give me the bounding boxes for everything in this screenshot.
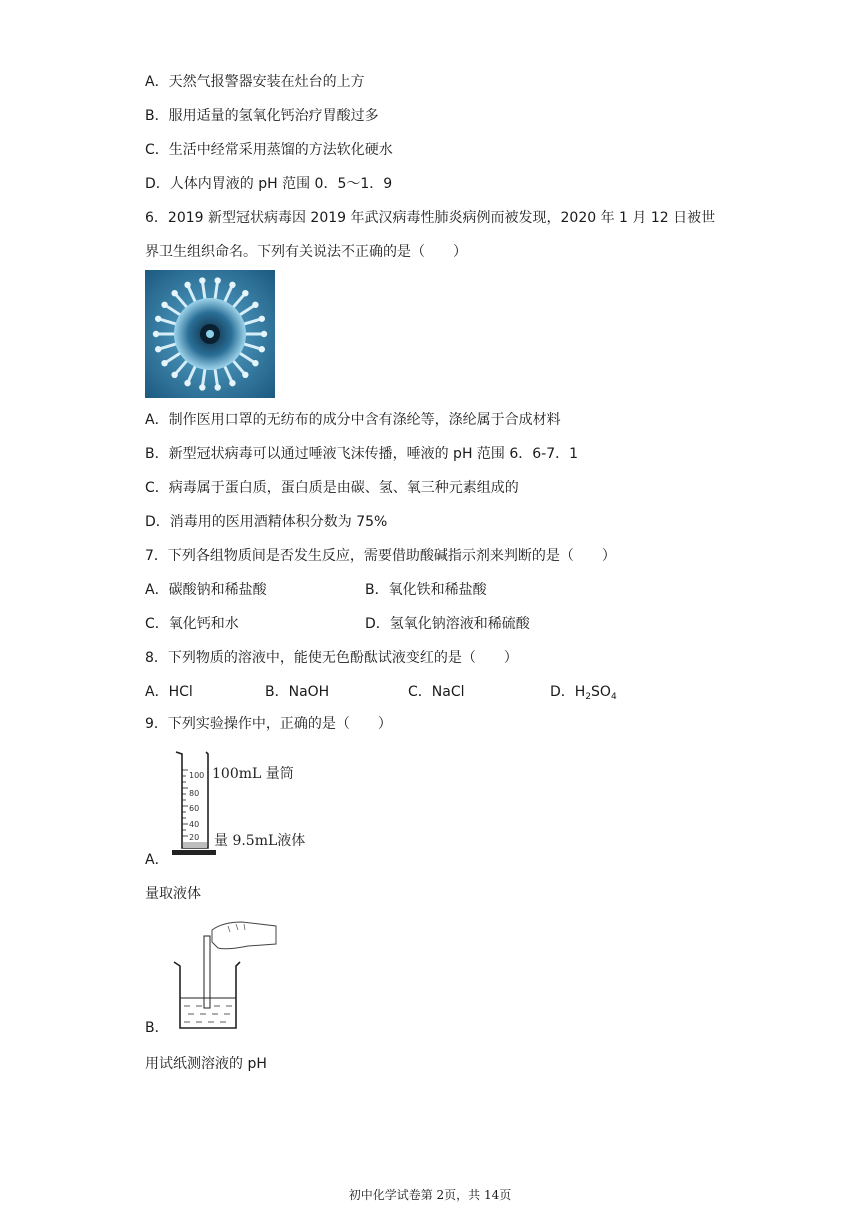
cylinder-label-top: 100mL 量筒	[212, 766, 294, 782]
q8-option-d-sub2: 4	[610, 692, 617, 702]
q8-option-d-prefix: D．H	[550, 684, 586, 700]
q9-option-b-caption: 用试纸测溶液的 pH	[145, 1056, 267, 1072]
virus-spike-head	[199, 277, 205, 283]
cylinder-tick-40: 40	[189, 820, 200, 829]
q5-option-a: A．天然气报警器安装在灶台的上方	[145, 74, 365, 90]
q6-stem-line2: 界卫生组织命名。下列有关说法不正确的是（ ）	[145, 244, 467, 260]
virus-spike-head	[171, 290, 177, 296]
ph-test-beaker-figure	[168, 918, 280, 1034]
virus-spike-head	[184, 380, 190, 386]
virus-spike-head	[252, 302, 258, 308]
q6-option-c: C．病毒属于蛋白质，蛋白质是由碳、氢、氧三种元素组成的	[145, 480, 519, 496]
virus-spike-head	[161, 302, 167, 308]
virus-spike-head	[242, 290, 248, 296]
virus-spike-head	[259, 346, 265, 352]
cylinder-tick-80: 80	[189, 789, 200, 798]
cylinder-tick-20: 20	[189, 833, 200, 842]
q7-option-d: D．氢氧化钠溶液和稀硫酸	[365, 616, 530, 632]
virus-spike-head	[261, 331, 267, 337]
virus-spike-head	[184, 282, 190, 288]
q8-option-d-sub1: 2	[585, 692, 592, 702]
virus-spike-head	[259, 316, 265, 322]
virus-spike-head	[229, 282, 235, 288]
graduated-cylinder-figure	[170, 748, 315, 860]
virus-spike-head	[161, 360, 167, 366]
q6-stem-line1: 6．2019 新型冠状病毒因 2019 年武汉病毒性肺炎病例而被发现，2020 年 1 月 12 日被世	[145, 210, 716, 226]
q8-option-a: A．HCl	[145, 684, 193, 700]
virus-spike-head	[229, 380, 235, 386]
virus-spike-head	[155, 316, 161, 322]
cylinder-tick-60: 60	[189, 804, 200, 813]
virus-spike-head	[155, 346, 161, 352]
q9-option-a-letter: A．	[145, 852, 169, 868]
q8-option-d-mid: SO	[591, 684, 611, 700]
virus-spike-head	[242, 372, 248, 378]
q5-option-d: D．人体内胃液的 pH 范围 0．5～1．9	[145, 176, 393, 192]
virus-spike-head	[214, 384, 220, 390]
q7-option-a: A．碳酸钠和稀盐酸	[145, 582, 267, 598]
cylinder-tick-100: 100	[189, 771, 205, 780]
q7-option-c: C．氧化钙和水	[145, 616, 239, 632]
q9-option-b-letter: B．	[145, 1020, 169, 1036]
q8-option-c: C．NaCl	[408, 684, 465, 700]
q8-option-b: B．NaOH	[265, 684, 330, 700]
q5-option-c: C．生活中经常采用蒸馏的方法软化硬水	[145, 142, 393, 158]
q6-option-b: B．新型冠状病毒可以通过唾液飞沫传播，唾液的 pH 范围 6．6-7．1	[145, 446, 579, 462]
q6-option-d: D．消毒用的医用酒精体积分数为 75%	[145, 514, 388, 530]
q9-stem: 9．下列实验操作中，正确的是（ ）	[145, 716, 392, 732]
q9-option-a-caption: 量取液体	[145, 886, 201, 902]
virus-spike-head	[171, 372, 177, 378]
virus-spike-head	[199, 384, 205, 390]
virus-spike-head	[252, 360, 258, 366]
cylinder-label-bottom: 量 9.5mL液体	[214, 833, 306, 849]
q7-option-b: B．氧化铁和稀盐酸	[365, 582, 487, 598]
virus-spike-head	[153, 331, 159, 337]
q8-option-d	[550, 683, 617, 706]
q7-stem: 7．下列各组物质间是否发生反应，需要借助酸碱指示剂来判断的是（ ）	[145, 548, 616, 564]
page-footer: 初中化学试卷第 2页，共 14页	[348, 1188, 512, 1202]
virus-spike-head	[214, 277, 220, 283]
q6-option-a: A．制作医用口罩的无纺布的成分中含有涤纶等，涤纶属于合成材料	[145, 412, 561, 428]
virus-image	[145, 270, 275, 398]
q5-option-b: B．服用适量的氢氧化钙治疗胃酸过多	[145, 108, 379, 124]
q8-stem: 8．下列物质的溶液中，能使无色酚酞试液变红的是（ ）	[145, 650, 518, 666]
